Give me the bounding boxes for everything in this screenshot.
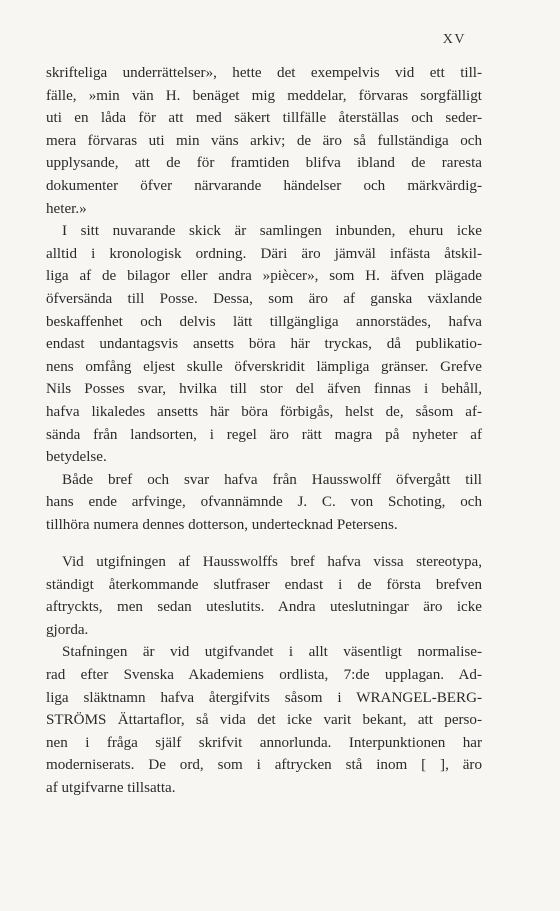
text-line: af utgifvarne tillsatta.	[46, 779, 176, 796]
text-line: moderniserats. De ord, som i aftrycken stå inom [ ], äro	[46, 757, 482, 774]
text-line: dokumenter öfver närvarande händelser och märkvärdig-	[46, 177, 482, 194]
text-line: nen i fråga själf skrifvit annorlunda. Interpunktionen har	[46, 734, 482, 751]
text-line: Stafningen är vid utgifvandet i allt väsentligt normalise-	[62, 644, 482, 661]
text-line: nens omfång eljest skulle öfverskridit lämpliga gränser. Grefve	[46, 358, 482, 375]
page-number: XV	[442, 32, 466, 47]
text-line: aftryckts, men sedan uteslutits. Andra uteslutningar äro icke	[46, 599, 482, 616]
text-line: tillhöra numera dennes dotterson, undertecknad Petersens.	[46, 516, 398, 533]
text-line: gjorda.	[46, 621, 89, 638]
text-line: liga släktnamn hafva återgifvits såsom i WRANGEL-BERG-	[46, 689, 482, 706]
text-section-1	[46, 62, 482, 536]
text-line: beskaffenhet och delvis lätt tillgängliga annorstädes, hafva	[46, 313, 482, 330]
text-section-2	[46, 551, 482, 800]
text-line: sända från landsorten, i regel äro rätt magra på nyheter af	[46, 426, 482, 443]
text-line: betydelse.	[46, 449, 107, 466]
text-line: endast undantagsvis ansetts böra här tryckas, då publikatio-	[46, 336, 482, 353]
text-line: I sitt nuvarande skick är samlingen inbunden, ehuru icke	[62, 223, 482, 240]
text-line: öfversända till Posse. Dessa, som äro af ganska växlande	[46, 290, 482, 307]
text-line: skrifteliga underrättelser», hette det exempelvis vid ett till-	[46, 65, 482, 81]
text-line: Nils Posses svar, hvilka till stor del äfven finnas i behåll,	[46, 381, 482, 398]
text-line: fälle, »min vän H. benäget mig meddelar, förvaras sorgfälligt	[46, 87, 482, 104]
text-line: mera förvaras uti min väns arkiv; de äro så fullständiga och	[46, 132, 482, 149]
text-line: rad efter Svenska Akademiens ordlista, 7:de upplagan. Ad-	[46, 666, 482, 683]
text-line: alltid i kronologisk ordning. Däri äro jämväl infästa åtskil-	[46, 245, 482, 262]
text-line: heter.»	[46, 200, 87, 217]
text-line: hans ende arfvinge, ofvannämnde J. C. von Schoting, och	[46, 494, 482, 511]
text-line: STRÖMS Ättartaflor, så vida det icke varit bekant, att perso-	[46, 712, 482, 729]
text-line: liga af de bilagor eller andra »piècer», som H. äfven plägade	[46, 268, 482, 285]
text-line: uti en låda för att med säkert tillfälle återställas och seder-	[46, 110, 482, 127]
text-line: ständigt återkommande slutfraser endast i de första brefven	[46, 576, 482, 593]
text-line: hafva likaledes ansetts här böra förbigås, helst de, såsom af-	[46, 403, 482, 420]
text-line: Vid utgifningen af Hausswolffs bref hafva vissa stereotypa,	[62, 554, 482, 570]
text-line: Både bref och svar hafva från Hausswolff öfvergått till	[62, 471, 482, 488]
text-line: upplysande, att de för framtiden blifva ibland de raresta	[46, 155, 482, 172]
